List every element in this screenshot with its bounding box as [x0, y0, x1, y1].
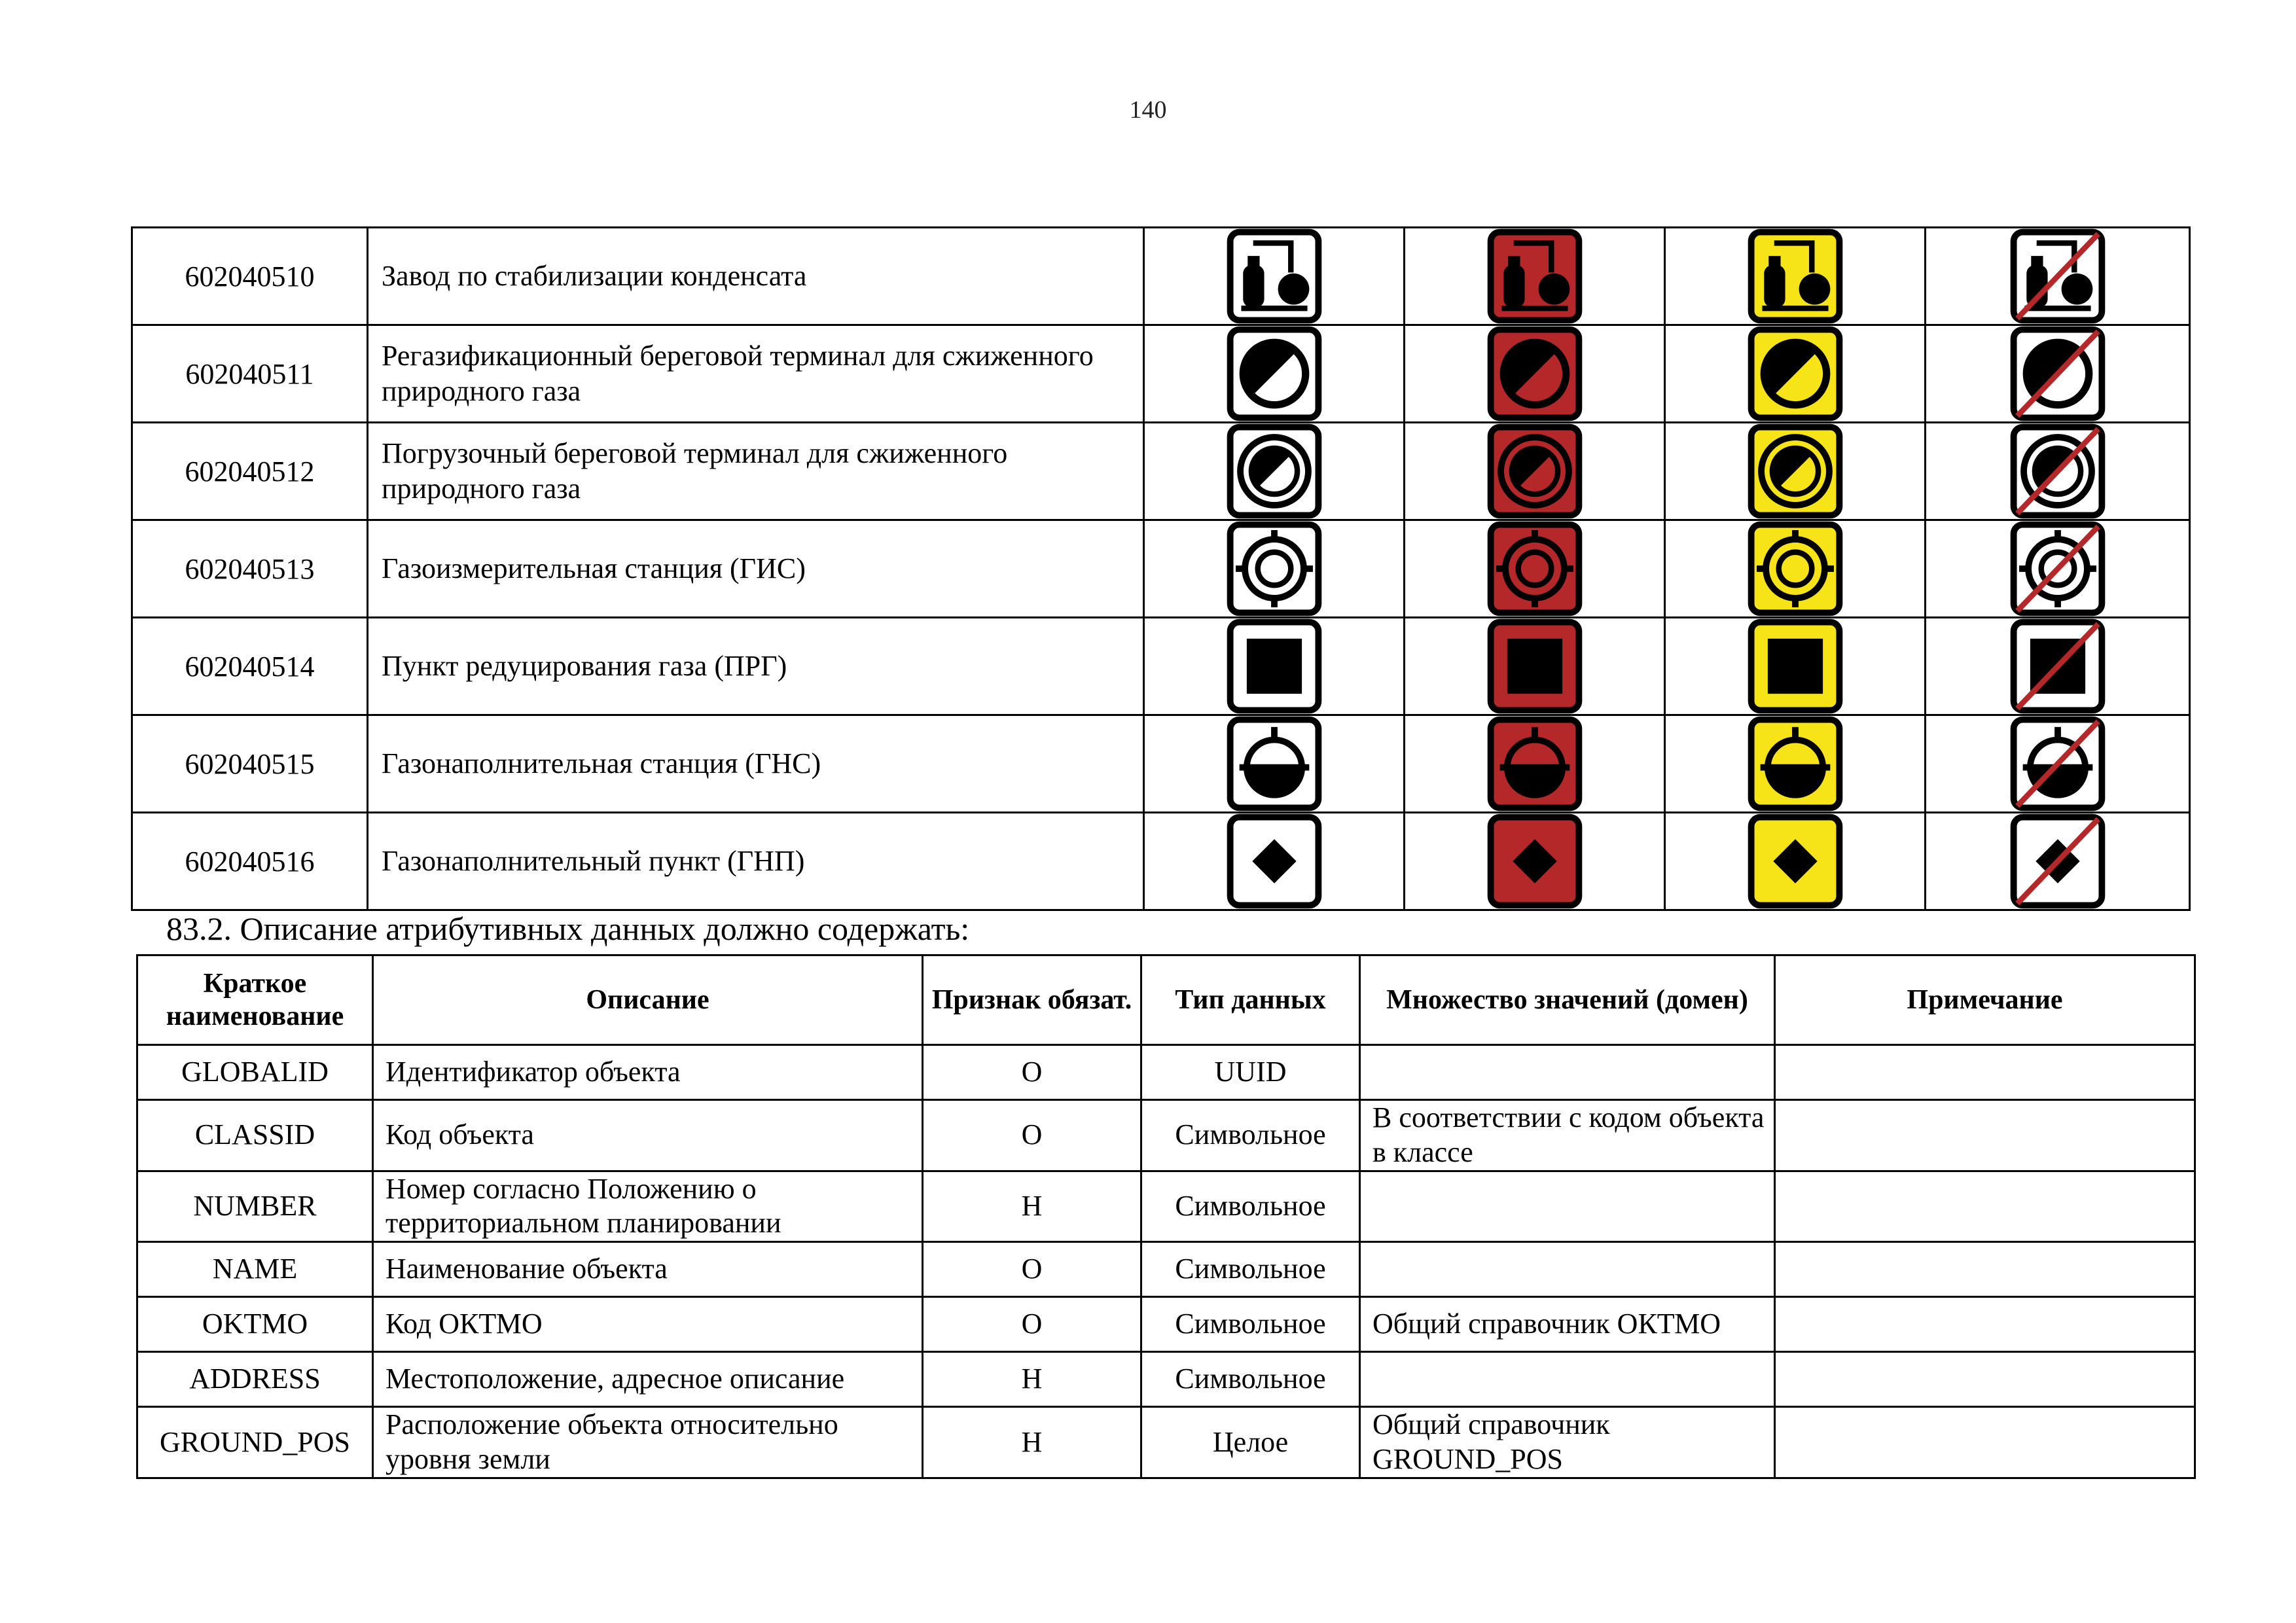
symbol-cell-white [1144, 715, 1405, 813]
attr-data-type: Символьное [1141, 1352, 1360, 1407]
attr-note [1775, 1100, 2195, 1171]
symbol-code: 602040516 [132, 813, 368, 910]
symbol-cell-yellow [1665, 520, 1926, 618]
symbol-row [132, 813, 2190, 910]
gas-filling-station-icon [1145, 716, 1403, 812]
attr-mandatory: О [923, 1045, 1141, 1100]
gas-filling-point-icon [1405, 813, 1664, 909]
attr-mandatory: Н [923, 1171, 1141, 1242]
attr-note [1775, 1352, 2195, 1407]
header-short-name: Краткое наименование [137, 955, 373, 1045]
symbol-row [132, 325, 2190, 423]
gas-filling-point-icon [1145, 813, 1403, 909]
gas-metering-station-icon [1405, 521, 1664, 616]
loading-terminal-icon [1145, 423, 1403, 519]
symbol-cell-red [1405, 228, 1665, 325]
loading-terminal-icon [1926, 423, 2189, 519]
symbol-cell-crossed [1926, 325, 2190, 423]
attr-data-type: Символьное [1141, 1297, 1360, 1352]
gas-filling-station-icon [1926, 716, 2189, 812]
condensate-plant-icon [1666, 228, 1924, 324]
symbol-row [132, 520, 2190, 618]
symbol-cell-yellow [1665, 325, 1926, 423]
section-heading: 83.2. Описание атрибутивных данных должно содержать: [166, 910, 970, 947]
symbol-cell-white [1144, 618, 1405, 715]
symbol-cell-crossed [1926, 423, 2190, 520]
symbol-cell-white [1144, 325, 1405, 423]
attribute-row [137, 1297, 2195, 1352]
symbol-cell-red [1405, 325, 1665, 423]
symbol-cell-yellow [1665, 228, 1926, 325]
condensate-plant-icon [1926, 228, 2189, 324]
attribute-row [137, 1045, 2195, 1100]
attr-data-type: Целое [1141, 1407, 1360, 1478]
symbol-code: 602040515 [132, 715, 368, 813]
header-domain: Множество значений (домен) [1360, 955, 1775, 1045]
header-description: Описание [373, 955, 923, 1045]
attr-description: Местоположение, адресное описание [373, 1352, 923, 1407]
attr-domain [1360, 1242, 1775, 1297]
symbol-cell-crossed [1926, 618, 2190, 715]
attr-domain: Общий справочник GROUND_POS [1360, 1407, 1775, 1478]
symbol-cell-yellow [1665, 423, 1926, 520]
condensate-plant-icon [1145, 228, 1403, 324]
symbol-cell-red [1405, 520, 1665, 618]
attr-domain: Общий справочник ОКТМО [1360, 1297, 1775, 1352]
gas-reduction-point-icon [1145, 618, 1403, 714]
attr-description: Код объекта [373, 1100, 923, 1171]
attr-mandatory: О [923, 1242, 1141, 1297]
attr-domain [1360, 1171, 1775, 1242]
symbol-row [132, 228, 2190, 325]
attr-description: Расположение объекта относительно уровня земли [373, 1407, 923, 1478]
loading-terminal-icon [1405, 423, 1664, 519]
attr-short-name: ADDRESS [137, 1352, 373, 1407]
attr-mandatory: О [923, 1297, 1141, 1352]
symbol-cell-red [1405, 423, 1665, 520]
gas-filling-point-icon [1666, 813, 1924, 909]
symbol-cell-yellow [1665, 618, 1926, 715]
attr-domain: В соответствии с кодом объекта в классе [1360, 1100, 1775, 1171]
symbol-cell-crossed [1926, 715, 2190, 813]
attr-data-type: Символьное [1141, 1171, 1360, 1242]
symbol-name: Завод по стабилизации конденсата [368, 228, 1144, 325]
gas-metering-station-icon [1926, 521, 2189, 616]
header-mandatory: Признак обязат. [923, 955, 1141, 1045]
gas-metering-station-icon [1666, 521, 1924, 616]
symbol-name: Газонаполнительный пункт (ГНП) [368, 813, 1144, 910]
symbol-name: Погрузочный береговой терминал для сжиженного природного газа [368, 423, 1144, 520]
attr-note [1775, 1297, 2195, 1352]
gas-reduction-point-icon [1666, 618, 1924, 714]
symbol-row [132, 423, 2190, 520]
symbol-cell-red [1405, 715, 1665, 813]
symbol-cell-yellow [1665, 715, 1926, 813]
attr-description: Идентификатор объекта [373, 1045, 923, 1100]
gas-filling-station-icon [1666, 716, 1924, 812]
attributes-header-row [137, 955, 2195, 1045]
attribute-row [137, 1242, 2195, 1297]
attr-note [1775, 1045, 2195, 1100]
attr-note [1775, 1242, 2195, 1297]
attr-short-name: GROUND_POS [137, 1407, 373, 1478]
symbol-name: Газонаполнительная станция (ГНС) [368, 715, 1144, 813]
attr-mandatory: О [923, 1100, 1141, 1171]
symbol-name: Пункт редуцирования газа (ПРГ) [368, 618, 1144, 715]
regasification-terminal-icon [1666, 326, 1924, 421]
symbol-code: 602040514 [132, 618, 368, 715]
attribute-row [137, 1171, 2195, 1242]
attribute-row [137, 1407, 2195, 1478]
attr-description: Наименование объекта [373, 1242, 923, 1297]
header-note: Примечание [1775, 955, 2195, 1045]
symbol-code: 602040513 [132, 520, 368, 618]
symbol-cell-white [1144, 228, 1405, 325]
symbol-name: Регазификационный береговой терминал для сжиженного природного газа [368, 325, 1144, 423]
attr-data-type: UUID [1141, 1045, 1360, 1100]
regasification-terminal-icon [1926, 326, 2189, 421]
header-data-type: Тип данных [1141, 955, 1360, 1045]
attr-short-name: GLOBALID [137, 1045, 373, 1100]
symbol-cell-crossed [1926, 520, 2190, 618]
attr-short-name: CLASSID [137, 1100, 373, 1171]
regasification-terminal-icon [1405, 326, 1664, 421]
gas-filling-station-icon [1405, 716, 1664, 812]
symbol-row [132, 618, 2190, 715]
symbol-cell-crossed [1926, 228, 2190, 325]
attr-note [1775, 1171, 2195, 1242]
gas-metering-station-icon [1145, 521, 1403, 616]
symbol-code: 602040511 [132, 325, 368, 423]
attr-mandatory: Н [923, 1352, 1141, 1407]
attr-mandatory: Н [923, 1407, 1141, 1478]
attr-description: Номер согласно Положению о территориальном планировании [373, 1171, 923, 1242]
symbol-code: 602040512 [132, 423, 368, 520]
symbol-cell-white [1144, 813, 1405, 910]
symbol-name: Газоизмерительная станция (ГИС) [368, 520, 1144, 618]
page-number: 140 [1129, 96, 1167, 124]
attr-data-type: Символьное [1141, 1242, 1360, 1297]
loading-terminal-icon [1666, 423, 1924, 519]
symbol-code: 602040510 [132, 228, 368, 325]
attr-note [1775, 1407, 2195, 1478]
symbol-cell-white [1144, 520, 1405, 618]
attr-domain [1360, 1045, 1775, 1100]
attr-short-name: OKTMO [137, 1297, 373, 1352]
gas-reduction-point-icon [1926, 618, 2189, 714]
regasification-terminal-icon [1145, 326, 1403, 421]
symbol-cell-red [1405, 813, 1665, 910]
symbol-cell-crossed [1926, 813, 2190, 910]
attr-short-name: NAME [137, 1242, 373, 1297]
symbols-table [131, 226, 2191, 911]
attribute-row [137, 1352, 2195, 1407]
attr-description: Код ОКТМО [373, 1297, 923, 1352]
attr-short-name: NUMBER [137, 1171, 373, 1242]
gas-reduction-point-icon [1405, 618, 1664, 714]
gas-filling-point-icon [1926, 813, 2189, 909]
symbol-cell-white [1144, 423, 1405, 520]
attributes-table [136, 954, 2196, 1479]
symbol-cell-red [1405, 618, 1665, 715]
attr-domain [1360, 1352, 1775, 1407]
attribute-row [137, 1100, 2195, 1171]
symbol-cell-yellow [1665, 813, 1926, 910]
attr-data-type: Символьное [1141, 1100, 1360, 1171]
symbol-row [132, 715, 2190, 813]
condensate-plant-icon [1405, 228, 1664, 324]
